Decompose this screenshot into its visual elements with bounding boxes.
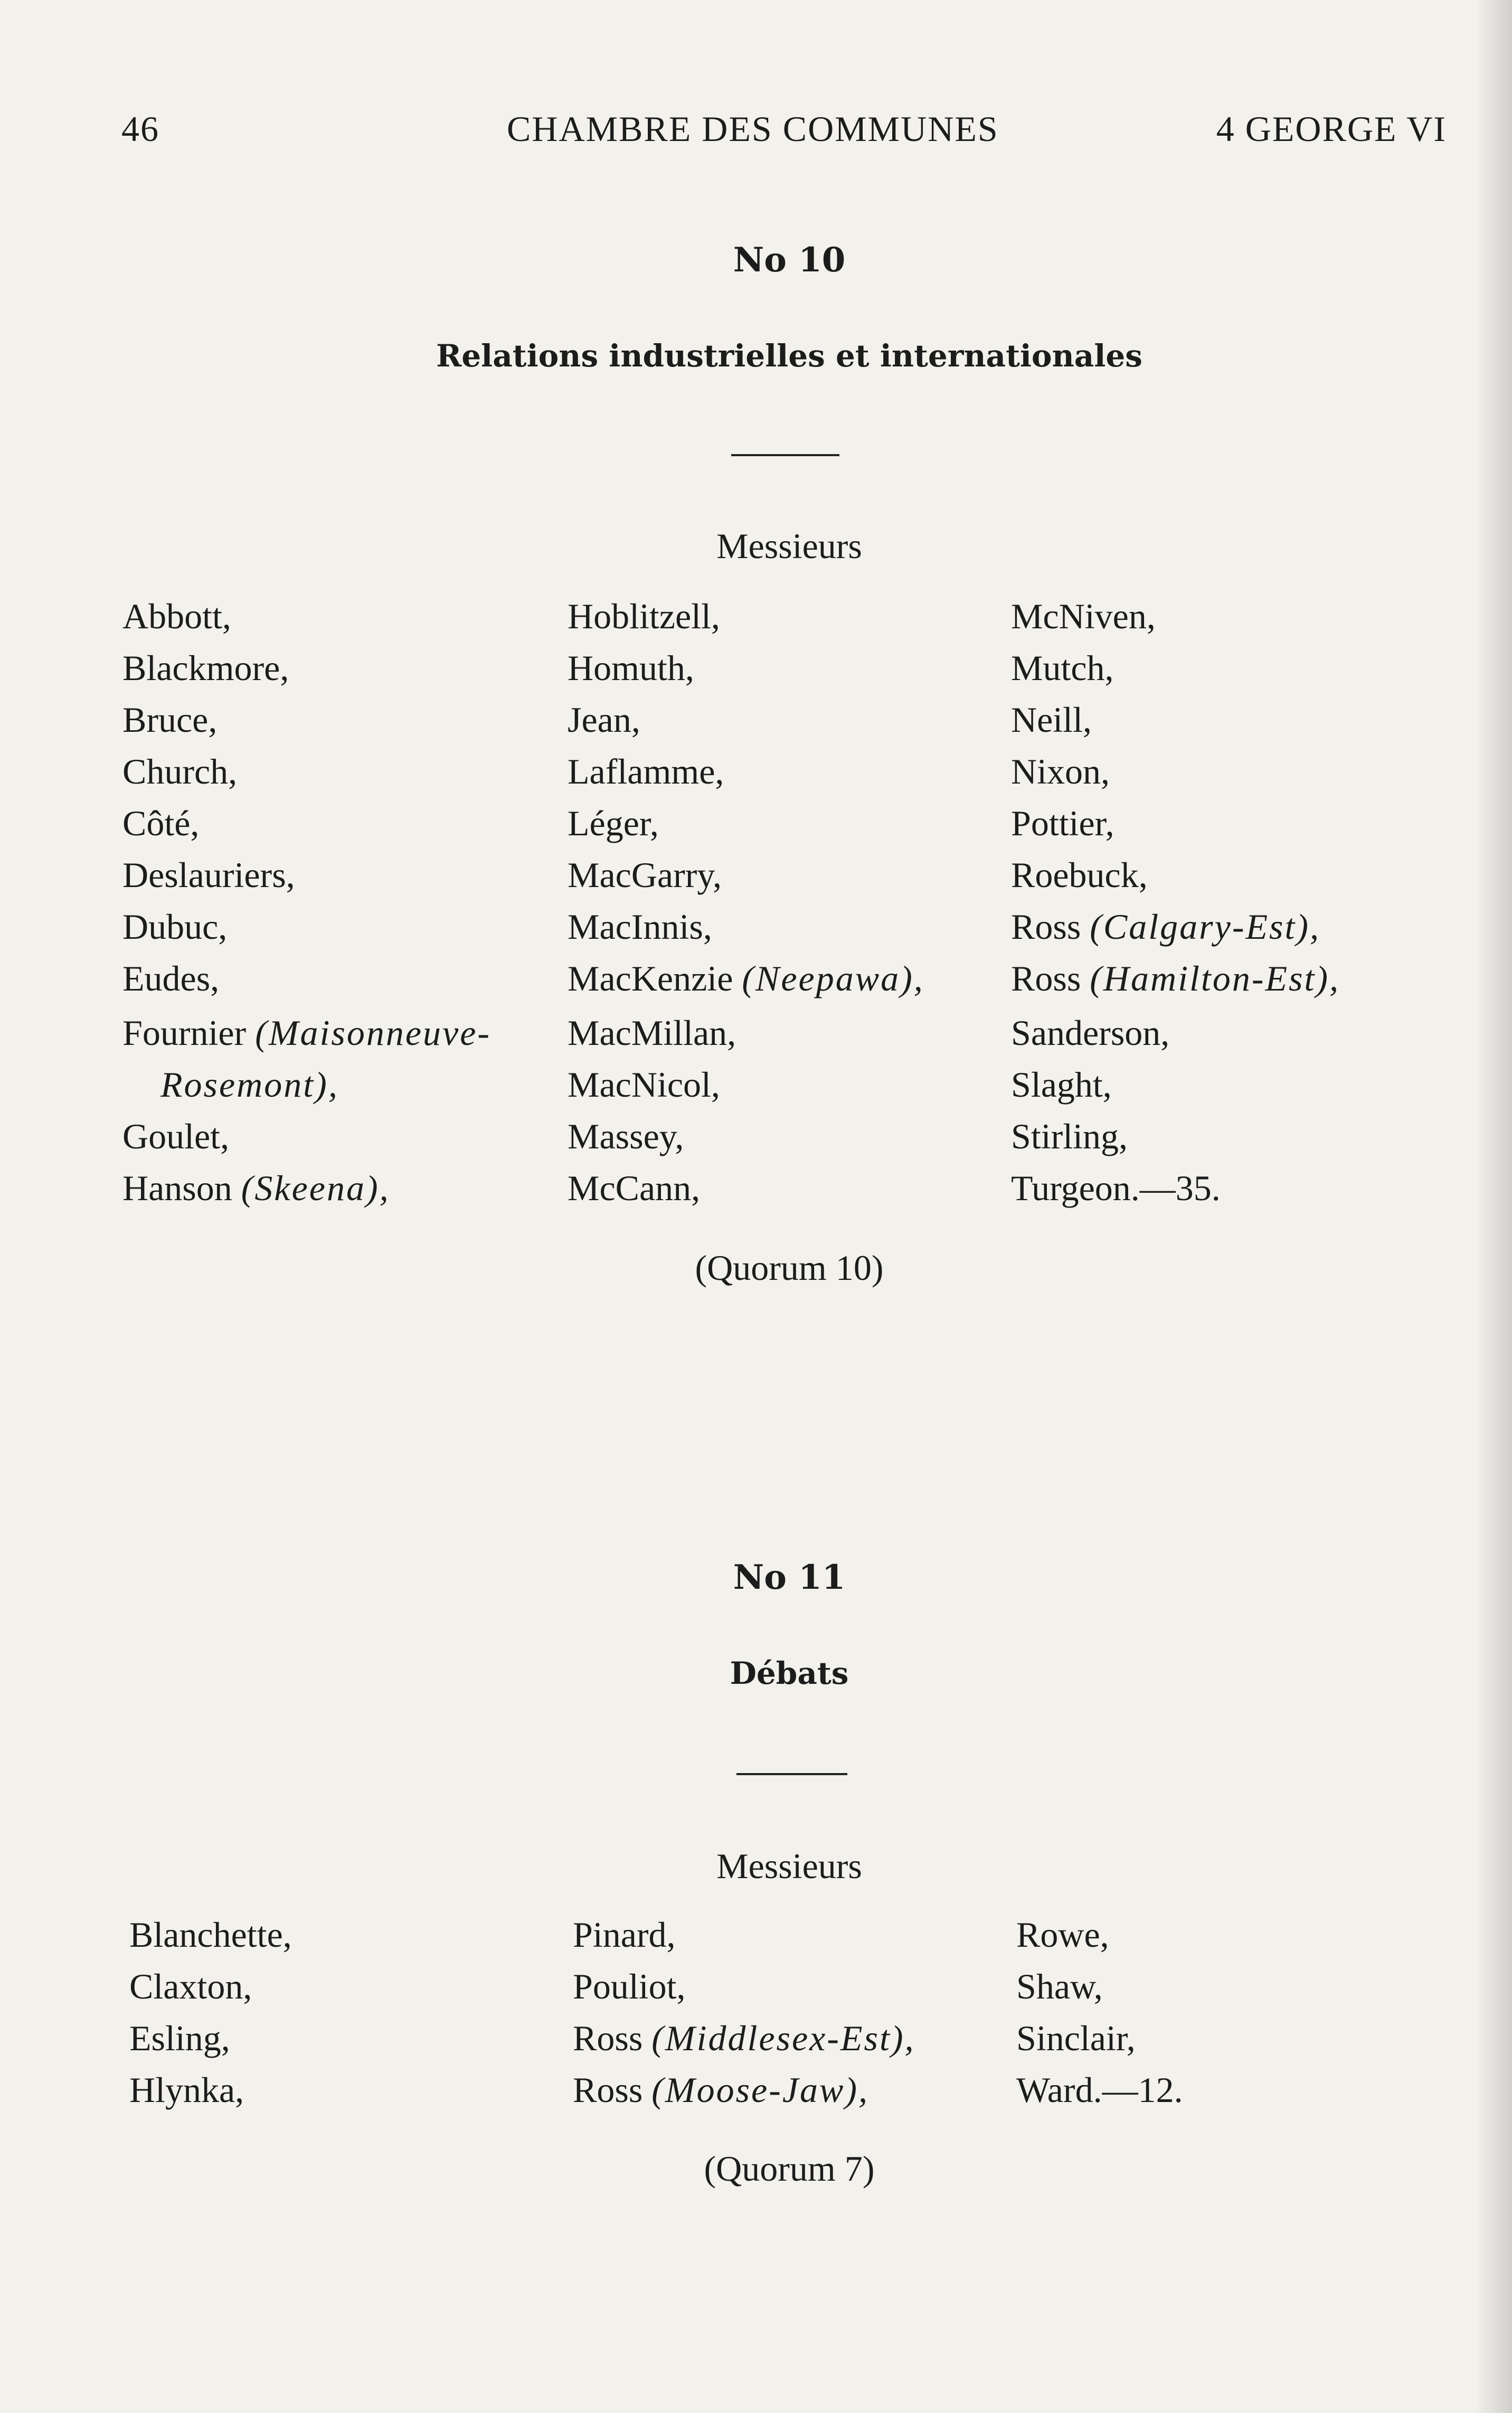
member-name: Fournier (Maisonneuve-: [122, 1013, 492, 1053]
quorum-note: (Quorum 10): [695, 1248, 884, 1288]
member-name: Stirling,: [1011, 1116, 1128, 1156]
messieurs-heading: Messieurs: [716, 1846, 862, 1886]
member-name: Turgeon.—35.: [1011, 1168, 1221, 1208]
riding-note: (Skeena),: [241, 1168, 390, 1208]
member-name: Abbott,: [122, 596, 231, 636]
member-name: Eudes,: [122, 958, 220, 998]
section-number: No 10: [733, 240, 846, 280]
member-column-2: [573, 1909, 915, 2116]
member-column-3: [1016, 1909, 1183, 2116]
section-divider: [736, 1773, 847, 1775]
riding-note: (Hamilton-Est),: [1090, 958, 1340, 998]
member-name: Côté,: [122, 803, 200, 843]
member-name: Sinclair,: [1016, 2018, 1136, 2058]
member-name: Massey,: [568, 1116, 684, 1156]
member-name: Church,: [122, 751, 238, 791]
member-name: Roebuck,: [1011, 855, 1148, 895]
member-name: Goulet,: [122, 1116, 230, 1156]
member-name: Sanderson,: [1011, 1013, 1170, 1053]
member-name: Ross (Moose-Jaw),: [573, 2070, 870, 2110]
member-name: Blackmore,: [122, 648, 289, 688]
member-column-2: [568, 590, 924, 1214]
riding-note: (Moose-Jaw),: [651, 2070, 870, 2110]
riding-note: (Maisonneuve-: [255, 1013, 492, 1053]
member-name: MacKenzie (Neepawa),: [568, 958, 924, 998]
member-column-3: [1011, 590, 1340, 1214]
quorum-note: (Quorum 7): [704, 2148, 875, 2189]
member-name: MacMillan,: [568, 1013, 736, 1053]
riding-note: (Neepawa),: [742, 958, 924, 998]
member-name: Neill,: [1011, 700, 1092, 740]
member-name: McCann,: [568, 1168, 701, 1208]
member-name: McNiven,: [1011, 596, 1156, 636]
member-name: Deslauriers,: [122, 855, 295, 895]
member-name: Pouliot,: [573, 1966, 686, 2006]
member-name: Nixon,: [1011, 751, 1110, 791]
member-name: Jean,: [568, 700, 640, 740]
member-name: [122, 1059, 491, 1110]
member-name: Bruce,: [122, 700, 218, 740]
member-name: Laflamme,: [568, 751, 724, 791]
member-name: MacNicol,: [568, 1064, 720, 1105]
section-title: Débats: [730, 1655, 849, 1691]
member-name: Dubuc,: [122, 907, 228, 947]
member-name: Hlynka,: [129, 2070, 244, 2110]
riding-note: (Middlesex-Est),: [651, 2018, 915, 2058]
page-number: 46: [121, 109, 159, 149]
riding-note: (Calgary-Est),: [1090, 907, 1320, 947]
member-name: Esling,: [129, 2018, 230, 2058]
member-name: Rowe,: [1016, 1915, 1109, 1955]
member-name: Ross (Hamilton-Est),: [1011, 958, 1340, 998]
messieurs-heading: Messieurs: [716, 526, 862, 566]
member-name: Claxton,: [129, 1966, 252, 2006]
member-column-1: [129, 1909, 292, 2116]
member-name: MacGarry,: [568, 855, 722, 895]
section-title: Relations industrielles et internationales: [436, 338, 1142, 374]
member-name: MacInnis,: [568, 907, 712, 947]
member-name: Shaw,: [1016, 1966, 1103, 2006]
member-name: Ross (Calgary-Est),: [1011, 907, 1320, 947]
section-divider: [731, 454, 839, 456]
header-reign: 4 GEORGE VI: [1216, 109, 1447, 149]
member-name: Ross (Middlesex-Est),: [573, 2018, 915, 2058]
member-name: Slaght,: [1011, 1064, 1112, 1105]
section-number: No 11: [733, 1558, 846, 1597]
member-name: Pinard,: [573, 1915, 676, 1955]
member-column-1: [122, 590, 491, 1214]
member-name: Mutch,: [1011, 648, 1114, 688]
running-header: [121, 108, 1447, 150]
riding-note: Rosemont),: [160, 1064, 339, 1105]
member-name: Ward.—12.: [1016, 2070, 1183, 2110]
member-name: Hanson (Skeena),: [122, 1168, 390, 1208]
header-title: CHAMBRE DES COMMUNES: [507, 109, 999, 149]
member-name: Blanchette,: [129, 1915, 292, 1955]
member-name: Hoblitzell,: [568, 596, 720, 636]
member-name: Pottier,: [1011, 803, 1114, 843]
member-name: Léger,: [568, 803, 659, 843]
member-name: Homuth,: [568, 648, 694, 688]
